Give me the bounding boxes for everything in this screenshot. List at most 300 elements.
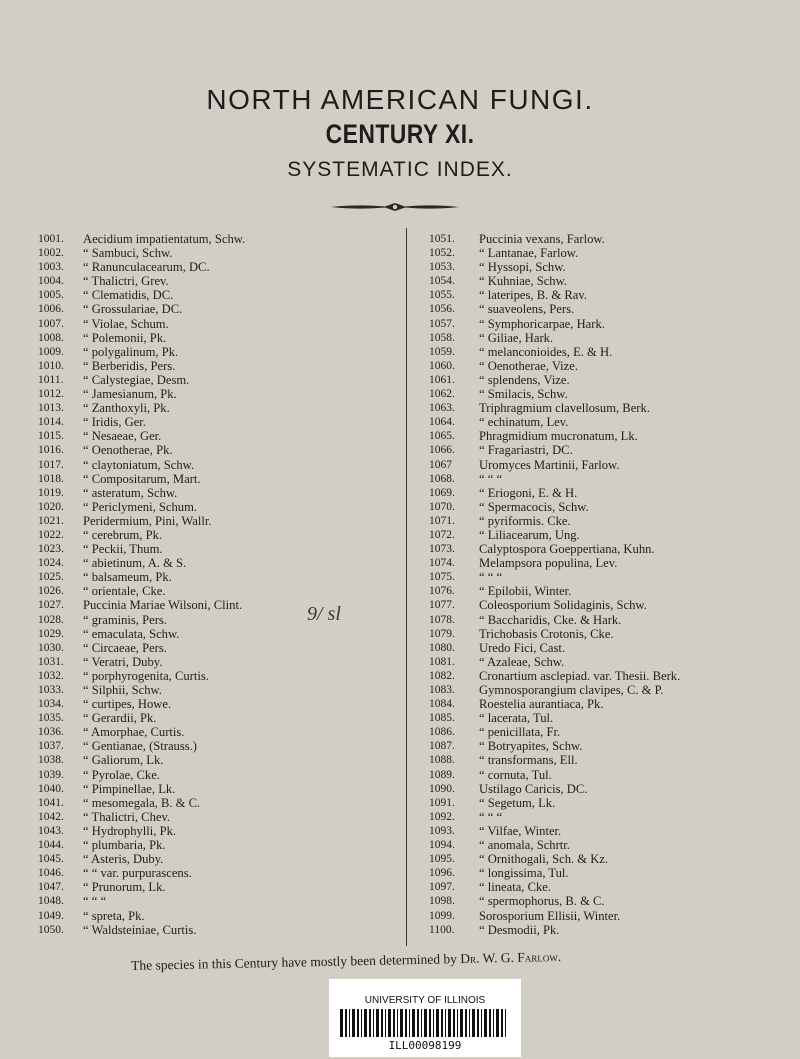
entry-number: 1026. — [38, 585, 64, 598]
entry-species: “ polygalinum, Pk. — [83, 344, 179, 359]
entry-number: 1034. — [38, 698, 64, 711]
entry-species: “ suaveolens, Pers. — [479, 302, 575, 317]
index-entry — [38, 443, 403, 457]
column-divider — [406, 228, 407, 946]
entry-species: “ Baccharidis, Cke. & Hark. — [479, 612, 622, 627]
index-entry — [38, 641, 403, 655]
entry-species: “ Jamesianum, Pk. — [83, 387, 177, 402]
index-entry — [429, 232, 800, 246]
entry-number: 1043. — [38, 824, 64, 837]
entry-species: Puccinia vexans, Farlow. — [479, 232, 605, 246]
entry-number: 1077. — [429, 599, 455, 612]
index-column-left — [38, 232, 403, 937]
entry-species: “ Circaeae, Pers. — [83, 640, 167, 655]
entry-species: Gymnosporangium clavipes, C. & P. — [479, 683, 664, 697]
entry-species: “ Calystegiae, Desm. — [83, 372, 190, 387]
entry-species: “ Epilobii, Winter. — [479, 584, 572, 599]
entry-number: 1081. — [429, 655, 455, 668]
entry-species: Peridermium, Pini, Wallr. — [83, 513, 212, 528]
entry-number: 1022. — [38, 528, 64, 541]
barcode-icon — [340, 1009, 510, 1037]
entry-species: “ Iridis, Ger. — [83, 415, 146, 430]
entry-species: “ Amorphae, Curtis. — [83, 725, 185, 740]
entry-number: 1039. — [38, 768, 64, 781]
entry-species: “ anomala, Schrtr. — [479, 838, 570, 853]
entry-number: 1007. — [38, 317, 64, 330]
entry-number: 1084. — [429, 698, 455, 711]
entry-species: “ curtipes, Howe. — [83, 697, 172, 712]
entry-species: “ Liliacearum, Ung. — [479, 527, 580, 542]
entry-species: “ cerebrum, Pk. — [83, 527, 163, 542]
entry-number: 1090. — [429, 782, 455, 795]
index-entry — [38, 458, 403, 472]
entry-number: 1038. — [38, 754, 64, 767]
entry-species: Uromyces Martinii, Farlow. — [479, 457, 620, 472]
entry-number: 1097. — [429, 881, 455, 894]
index-entry — [429, 909, 800, 923]
entry-species: “ splendens, Vize. — [479, 372, 570, 387]
entry-species: “ spermophorus, B. & C. — [479, 894, 605, 909]
entry-species: “ Thalictri, Grev. — [83, 274, 169, 289]
entry-species: “ “ “ — [479, 471, 503, 486]
index-entry — [38, 782, 403, 796]
entry-species: “ Zanthoxyli, Pk. — [83, 401, 170, 416]
index-entry — [38, 598, 403, 612]
entry-species: “ abietinum, A. & S. — [83, 556, 187, 571]
entry-number: 1085. — [429, 712, 455, 725]
entry-species: “ transformans, Ell. — [479, 753, 578, 768]
entry-number: 1088. — [429, 754, 455, 767]
entry-number: 1072. — [429, 528, 455, 541]
index-entry — [429, 373, 800, 387]
index-entry — [429, 880, 800, 894]
entry-species: “ Silphii, Schw. — [83, 683, 162, 697]
entry-species: “ Waldsteiniae, Curtis. — [83, 922, 197, 937]
entry-number: 1057. — [429, 317, 455, 330]
index-entry — [38, 669, 403, 683]
index-entry — [38, 429, 403, 443]
index-entry — [429, 359, 800, 373]
index-entry — [429, 542, 800, 556]
entry-number: 1068. — [429, 472, 455, 485]
entry-species: “ Eriogoni, E. & H. — [479, 485, 578, 500]
entry-number: 1016. — [38, 444, 64, 457]
index-entry — [38, 711, 403, 725]
entry-species: “ Periclymeni, Schum. — [83, 499, 198, 514]
entry-number: 1098. — [429, 895, 455, 908]
entry-number: 1009. — [38, 345, 64, 358]
index-entry — [429, 782, 800, 796]
index-entry — [38, 753, 403, 767]
entry-number: 1063. — [429, 402, 455, 415]
entry-number: 1080. — [429, 641, 455, 654]
index-entry — [38, 514, 403, 528]
footer-author: Dr. W. G. Farlow. — [460, 948, 562, 967]
entry-species: “ Prunorum, Lk. — [83, 880, 166, 895]
entry-number: 1030. — [38, 641, 64, 654]
entry-species: “ Violae, Schum. — [83, 316, 169, 331]
footer-note — [131, 949, 561, 974]
index-entry — [429, 317, 800, 331]
index-entry — [38, 584, 403, 598]
index-entry — [38, 866, 403, 880]
entry-species: “ lateripes, B. & Rav. — [479, 288, 587, 303]
index-entry — [38, 613, 403, 627]
index-entry — [38, 810, 403, 824]
index-entry — [38, 627, 403, 641]
entry-number: 1099. — [429, 909, 455, 922]
entry-species: “ Veratri, Duby. — [83, 654, 163, 669]
entry-number: 1055. — [429, 289, 455, 302]
entry-number: 1019. — [38, 486, 64, 499]
entry-number: 1073. — [429, 543, 455, 556]
entry-species: Ustilago Caricis, DC. — [479, 781, 588, 796]
index-entry — [38, 542, 403, 556]
index-entry — [429, 598, 800, 612]
entry-number: 1086. — [429, 726, 455, 739]
entry-number: 1046. — [38, 867, 64, 880]
entry-number: 1075. — [429, 571, 455, 584]
entry-species: “ longissima, Tul. — [479, 866, 569, 881]
entry-species: Uredo Fici, Cast. — [479, 640, 566, 655]
entry-species: “ Peckii, Thum. — [83, 542, 163, 557]
index-entry — [429, 331, 800, 345]
index-entry — [429, 415, 800, 429]
index-entry — [429, 613, 800, 627]
entry-number: 1051. — [429, 233, 455, 245]
entry-number: 1100. — [429, 923, 455, 936]
entry-species: “ Oenotherae, Vize. — [479, 358, 579, 373]
entry-species: “ Nesaeae, Ger. — [83, 429, 162, 444]
handwritten-note: 9/ sl — [307, 603, 341, 625]
entry-species: “ penicillata, Fr. — [479, 725, 561, 740]
entry-number: 1074. — [429, 557, 455, 570]
entry-species: “ porphyrogenita, Curtis. — [83, 668, 209, 683]
entry-species: “ cornuta, Tul. — [479, 767, 552, 782]
entry-species: “ Gerardii, Pk. — [83, 711, 157, 726]
entry-number: 1002. — [38, 247, 64, 260]
entry-number: 1032. — [38, 669, 64, 682]
index-entry — [429, 697, 800, 711]
entry-number: 1066. — [429, 444, 455, 457]
entry-number: 1020. — [38, 500, 64, 513]
entry-number: 1012. — [38, 388, 64, 401]
entry-species: Phragmidium mucronatum, Lk. — [479, 429, 638, 444]
index-entry — [429, 768, 800, 782]
entry-number: 1094. — [429, 839, 455, 852]
index-entry — [38, 570, 403, 584]
index-entry — [38, 894, 403, 908]
entry-species: “ Sambuci, Schw. — [83, 246, 173, 261]
entry-species: “ orientale, Cke. — [83, 584, 166, 599]
entry-species: “ lacerata, Tul. — [479, 711, 554, 726]
index-entry — [38, 528, 403, 542]
entry-number: 1087. — [429, 740, 455, 753]
entry-number: 1001. — [38, 233, 64, 245]
entry-species: Sorosporium Ellisii, Winter. — [479, 908, 621, 923]
index-entry — [429, 866, 800, 880]
index-entry — [429, 796, 800, 810]
index-entry — [429, 514, 800, 528]
entry-number: 1067 — [429, 458, 452, 471]
index-entry — [38, 274, 403, 288]
entry-species: “ Botryapites, Schw. — [479, 739, 583, 754]
entry-species: “ emaculata, Schw. — [83, 626, 180, 641]
index-entry — [429, 923, 800, 937]
entry-species: Calyptospora Goeppertiana, Kuhn. — [479, 542, 655, 557]
index-entry — [38, 373, 403, 387]
entry-species: Cronartium asclepiad. var. Thesii. Berk. — [479, 668, 681, 683]
entry-number: 1044. — [38, 839, 64, 852]
index-entry — [429, 274, 800, 288]
entry-number: 1083. — [429, 684, 455, 696]
entry-species: “ Oenotherae, Pk. — [83, 443, 173, 458]
entry-number: 1048. — [38, 895, 64, 908]
index-entry — [38, 852, 403, 866]
entry-number: 1008. — [38, 331, 64, 344]
entry-number: 1042. — [38, 810, 64, 823]
index-entry — [429, 387, 800, 401]
entry-species: “ Clematidis, DC. — [83, 288, 174, 303]
index-entry — [429, 472, 800, 486]
entry-number: 1078. — [429, 613, 455, 626]
index-entry — [429, 627, 800, 641]
entry-number: 1015. — [38, 430, 64, 443]
index-entry — [429, 443, 800, 457]
entry-number: 1061. — [429, 373, 455, 386]
entry-species: “ Galiorum, Lk. — [83, 753, 164, 768]
library-label-institution: UNIVERSITY OF ILLINOIS — [364, 995, 486, 1006]
index-entry — [38, 500, 403, 514]
entry-species: “ pyriformis. Cke. — [479, 513, 571, 528]
index-entry — [429, 401, 800, 415]
index-entry — [38, 697, 403, 711]
index-entry — [429, 500, 800, 514]
index-entry — [429, 753, 800, 767]
entry-species: “ Hyssopi, Schw. — [479, 260, 566, 275]
entry-number: 1005. — [38, 289, 64, 302]
entry-number: 1036. — [38, 726, 64, 739]
entry-number: 1065. — [429, 430, 455, 443]
index-entry — [38, 824, 403, 838]
entry-species: “ Asteris, Duby. — [83, 852, 164, 867]
entry-species: “ Ornithogali, Sch. & Kz. — [479, 852, 609, 867]
entry-species: “ Vilfae, Winter. — [479, 823, 562, 838]
index-entry — [38, 880, 403, 894]
index-entry — [38, 345, 403, 359]
index-entry — [38, 317, 403, 331]
entry-number: 1049. — [38, 909, 64, 922]
index-entry — [429, 260, 800, 274]
index-entry — [38, 655, 403, 669]
entry-number: 1082. — [429, 669, 455, 682]
entry-number: 1058. — [429, 331, 455, 344]
entry-species: “ Lantanae, Farlow. — [479, 246, 579, 261]
entry-number: 1054. — [429, 275, 455, 288]
footer-text: The species in this Century have mostly been determined by — [131, 951, 461, 973]
entry-species: Puccinia Mariae Wilsoni, Clint. — [83, 598, 243, 613]
index-column-right — [429, 232, 800, 937]
entry-number: 1076. — [429, 585, 455, 598]
entry-species: “ plumbaria, Pk. — [83, 838, 166, 853]
entry-number: 1004. — [38, 275, 64, 288]
index-entry — [38, 387, 403, 401]
library-label — [329, 979, 521, 1057]
index-entry — [429, 810, 800, 824]
entry-number: 1003. — [38, 261, 64, 274]
index-entry — [38, 768, 403, 782]
index-entry — [429, 246, 800, 260]
entry-species: Triphragmium clavellosum, Berk. — [479, 401, 650, 416]
entry-species: “ Gentianae, (Strauss.) — [83, 739, 198, 754]
entry-number: 1025. — [38, 571, 64, 584]
entry-species: “ Grossulariae, DC. — [83, 302, 183, 317]
entry-species: “ Pyrolae, Cke. — [83, 767, 160, 782]
entry-species: “ asteratum, Schw. — [83, 485, 178, 500]
index-entry — [429, 641, 800, 655]
entry-species: “ “ var. purpurascens. — [83, 866, 192, 881]
entry-number: 1035. — [38, 712, 64, 725]
index-entry — [38, 796, 403, 810]
index-entry — [429, 528, 800, 542]
index-entry — [38, 415, 403, 429]
entry-number: 1096. — [429, 867, 455, 880]
index-entry — [429, 288, 800, 302]
index-entry — [429, 894, 800, 908]
entry-species: “ Compositarum, Mart. — [83, 471, 201, 486]
index-entry — [429, 669, 800, 683]
entry-species: “ “ “ — [479, 809, 503, 824]
entry-number: 1033. — [38, 684, 64, 696]
page-subtitle: SYSTEMATIC INDEX. — [287, 158, 513, 181]
entry-number: 1059. — [429, 345, 455, 358]
index-entry — [38, 359, 403, 373]
entry-species: “ Ranunculacearum, DC. — [83, 260, 210, 275]
entry-number: 1017. — [38, 458, 64, 471]
entry-species: “ Desmodii, Pk. — [479, 922, 560, 937]
entry-number: 1041. — [38, 796, 64, 809]
entry-number: 1053. — [429, 261, 455, 274]
entry-species: Roestelia aurantiaca, Pk. — [479, 697, 604, 712]
entry-number: 1029. — [38, 627, 64, 640]
entry-number: 1006. — [38, 303, 64, 316]
index-entry — [38, 331, 403, 345]
index-entry — [429, 711, 800, 725]
entry-number: 1018. — [38, 472, 64, 485]
index-entry — [38, 923, 403, 937]
library-label-barcode-number: ILL00098199 — [388, 1039, 462, 1052]
index-entry — [38, 725, 403, 739]
entry-number: 1031. — [38, 655, 64, 668]
entry-number: 1047. — [38, 881, 64, 894]
index-entry — [38, 838, 403, 852]
entry-species: Aecidium impatientatum, Schw. — [83, 232, 246, 246]
index-entry — [38, 260, 403, 274]
entry-number: 1062. — [429, 388, 455, 401]
entry-species: Trichobasis Crotonis, Cke. — [479, 626, 614, 641]
entry-number: 1050. — [38, 923, 64, 936]
entry-species: “ “ “ — [83, 894, 107, 909]
entry-species: “ echinatum, Lev. — [479, 415, 569, 430]
index-entry — [38, 401, 403, 415]
entry-species: “ Fragariastri, DC. — [479, 443, 573, 458]
entry-species: “ Giliae, Hark. — [479, 330, 554, 345]
index-entry — [429, 302, 800, 316]
entry-species: “ Pimpinellae, Lk. — [83, 781, 176, 796]
entry-species: Coleosporium Solidaginis, Schw. — [479, 598, 647, 613]
entry-number: 1069. — [429, 486, 455, 499]
entry-species: “ Symphoricarpae, Hark. — [479, 316, 605, 331]
index-entry — [38, 302, 403, 316]
index-entry — [429, 824, 800, 838]
index-entry — [38, 909, 403, 923]
entry-species: “ Azaleae, Schw. — [479, 654, 565, 669]
index-entry — [429, 739, 800, 753]
entry-species: “ Spermacocis, Schw. — [479, 499, 589, 514]
index-entry — [38, 486, 403, 500]
entry-number: 1064. — [429, 416, 455, 429]
entry-number: 1060. — [429, 359, 455, 372]
index-entry — [38, 288, 403, 302]
index-entry — [429, 725, 800, 739]
entry-number: 1079. — [429, 627, 455, 640]
entry-number: 1028. — [38, 613, 64, 626]
entry-number: 1092. — [429, 810, 455, 823]
index-entry — [429, 655, 800, 669]
entry-number: 1045. — [38, 853, 64, 866]
century-heading: CENTURY XI. — [325, 119, 475, 149]
entry-species: “ Polemonii, Pk. — [83, 330, 167, 345]
entry-number: 1093. — [429, 824, 455, 837]
entry-number: 1014. — [38, 416, 64, 429]
entry-number: 1011. — [38, 373, 64, 386]
entry-species: “ mesomegala, B. & C. — [83, 795, 201, 810]
index-entry — [38, 556, 403, 570]
entry-species: “ Segetum, Lk. — [479, 795, 556, 810]
entry-number: 1013. — [38, 402, 64, 415]
entry-species: “ spreta, Pk. — [83, 908, 145, 923]
entry-number: 1089. — [429, 768, 455, 781]
entry-number: 1095. — [429, 853, 455, 866]
entry-number: 1024. — [38, 557, 64, 570]
entry-species: “ lineata, Cke. — [479, 880, 552, 895]
index-entry — [429, 486, 800, 500]
entry-species: “ Smilacis, Schw. — [479, 387, 568, 402]
index-entry — [38, 232, 403, 246]
entry-species: “ melanconioides, E. & H. — [479, 344, 613, 359]
index-entry — [429, 458, 800, 472]
entry-species: “ Hydrophylli, Pk. — [83, 823, 177, 838]
ornament-divider-icon — [329, 201, 461, 213]
index-entry — [429, 345, 800, 359]
index-entry — [429, 556, 800, 570]
entry-number: 1071. — [429, 514, 455, 527]
entry-species: “ graminis, Pers. — [83, 612, 167, 627]
entry-number: 1091. — [429, 796, 455, 809]
entry-species: Melampsora populina, Lev. — [479, 556, 618, 571]
entry-number: 1037. — [38, 740, 64, 753]
index-entry — [38, 472, 403, 486]
entry-species: “ Kuhniae, Schw. — [479, 274, 568, 289]
entry-number: 1040. — [38, 782, 64, 795]
index-entry — [38, 246, 403, 260]
entry-number: 1056. — [429, 303, 455, 316]
entry-species: “ Berberidis, Pers. — [83, 358, 176, 373]
entry-number: 1052. — [429, 247, 455, 260]
entry-species: “ Thalictri, Chev. — [83, 809, 171, 824]
entry-number: 1021. — [38, 514, 64, 527]
entry-species: “ “ “ — [479, 570, 503, 585]
